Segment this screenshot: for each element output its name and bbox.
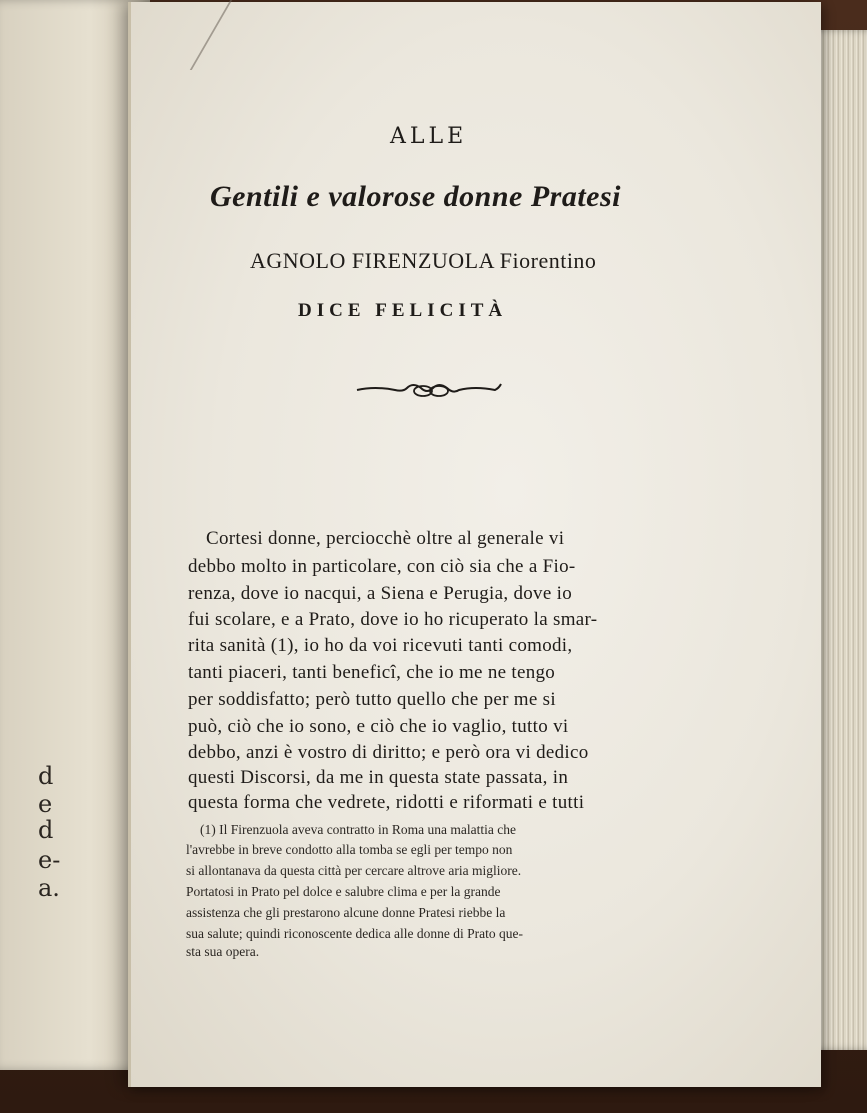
footnote-line: l'avrebbe in breve condotto alla tomba se egli per tempo non <box>186 842 513 857</box>
body-line: può, ciò che io sono, e ciò che io vaglio, tutto vi <box>188 716 569 737</box>
body-line: tanti piaceri, tanti beneficî, che io me ne tengo <box>188 662 556 683</box>
body-line: questi Discorsi, da me in questa state passata, in <box>188 767 569 788</box>
body-line: Cortesi donne, perciocchè oltre al generale vi <box>206 528 565 549</box>
footnote-line: sta sua opera. <box>186 944 260 959</box>
body-line: per soddisfatto; però tutto quello che per me si <box>188 689 556 710</box>
body-line: renza, dove io nacqui, a Siena e Perugia, dove io <box>188 583 573 604</box>
ornament-divider <box>355 378 505 402</box>
body-line: questa forma che vedrete, ridotti e riformati e tutti <box>188 792 585 813</box>
left-page-fragment: e- <box>38 846 61 874</box>
footnote-line: (1) Il Firenzuola aveva contratto in Roma una malattia che <box>200 822 517 837</box>
body-line: debbo, anzi è vostro di diritto; e però ora vi dedico <box>188 742 589 763</box>
heading-dedicatees: Gentili e valorose donne Pratesi <box>210 180 621 213</box>
heading-dice: DICE FELICITÀ <box>298 300 508 321</box>
footnote-line: Portatosi in Prato pel dolce e salubre clima e per la grande <box>186 884 501 899</box>
left-page-fragment: a. <box>38 874 60 902</box>
footnote-line: assistenza che gli prestarono alcune donne Pratesi riebbe la <box>186 905 506 920</box>
footnote-line: si allontanava da questa città per cercare altrove aria migliore. <box>186 863 522 878</box>
left-page-fragment: d <box>38 816 54 844</box>
left-page-fragment: d <box>38 762 54 790</box>
body-line: fui scolare, e a Prato, dove io ho ricuperato la smar- <box>188 609 598 630</box>
body-line: rita sanità (1), io ho da voi ricevuti tanti comodi, <box>188 635 573 656</box>
footnote-line: sua salute; quindi riconoscente dedica alle donne di Prato que- <box>186 926 524 941</box>
left-page-fragment: e <box>38 790 53 818</box>
heading-author: AGNOLO FIRENZUOLA Fiorentino <box>250 248 597 273</box>
heading-alle: ALLE <box>390 124 468 149</box>
body-line: debbo molto in particolare, con ciò sia che a Fio- <box>188 556 576 577</box>
